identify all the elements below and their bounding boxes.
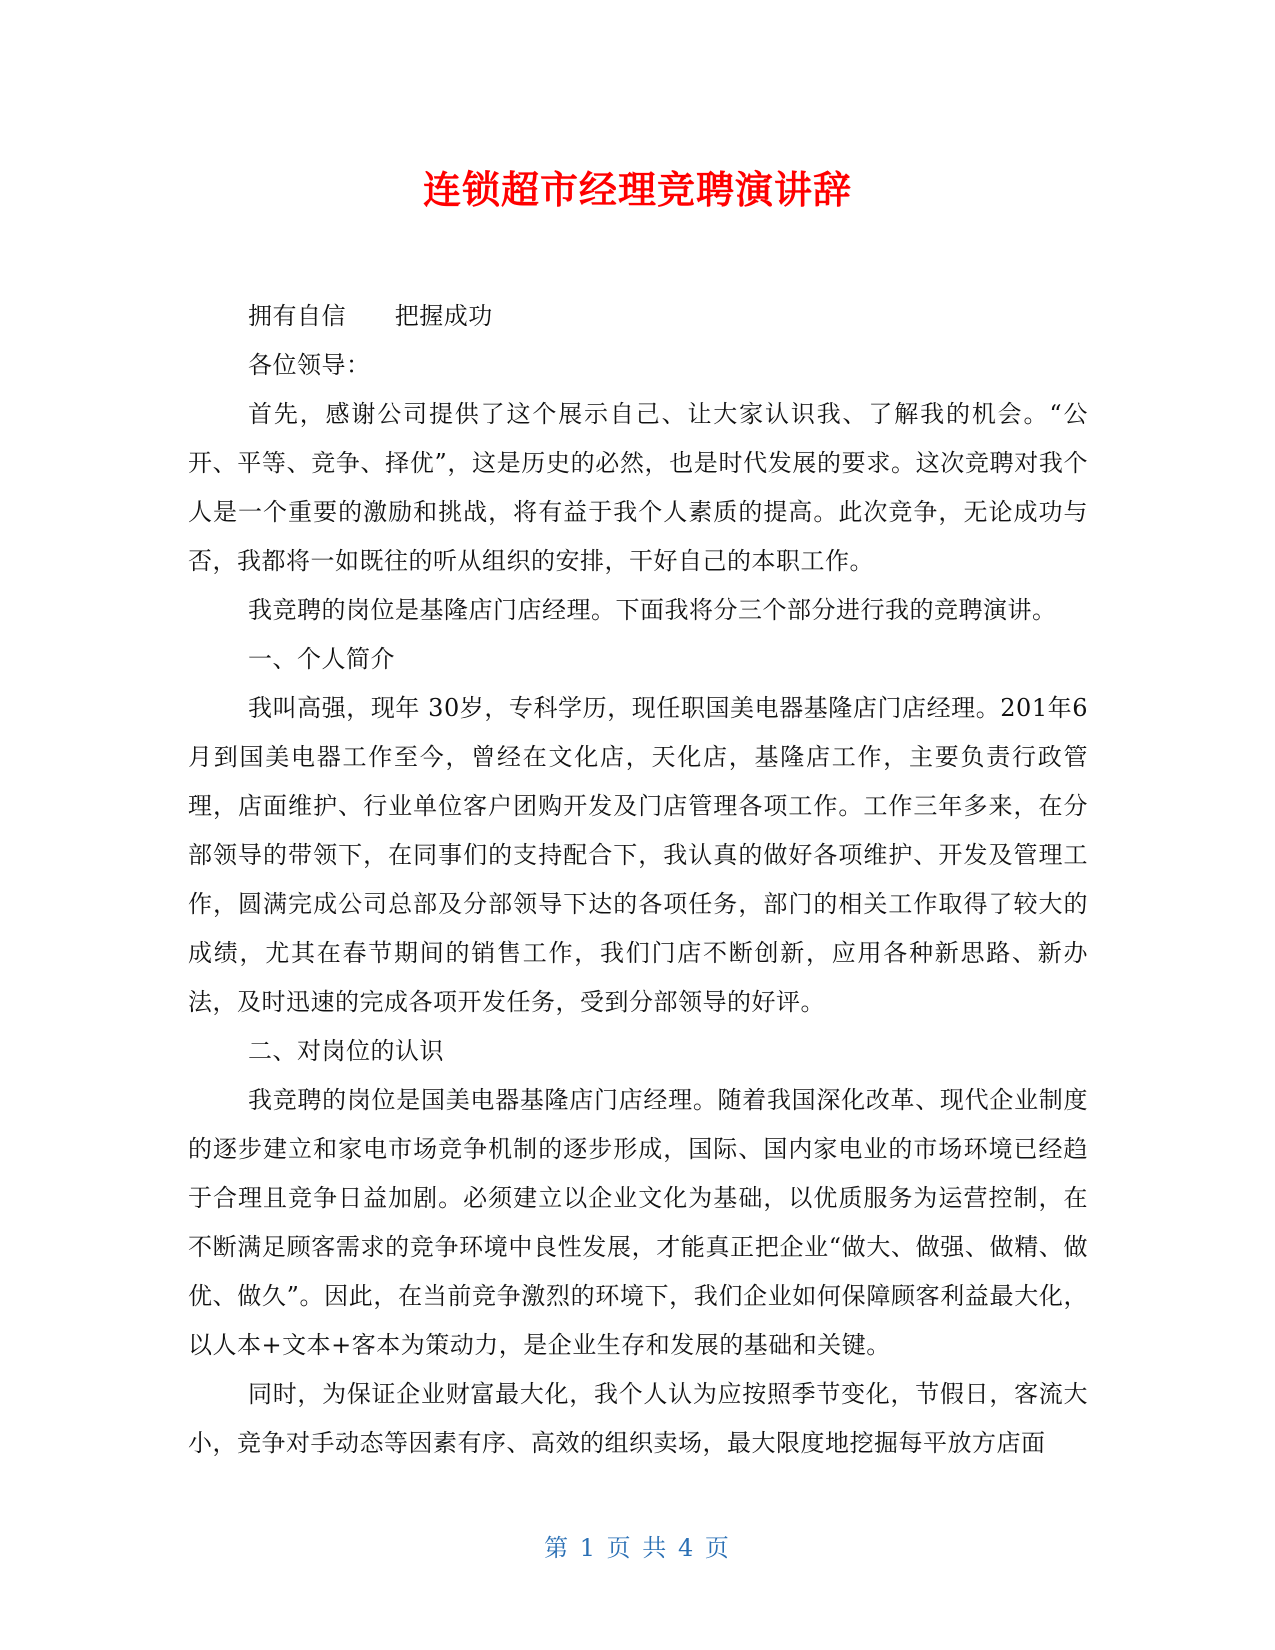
document-title: 连锁超市经理竞聘演讲辞: [422, 168, 852, 212]
section-heading-2: 二、对岗位的认识: [248, 1037, 444, 1065]
paragraph-role-understanding: 我竞聘的岗位是国美电器基隆店门店经理。随着我国深化改革、现代企业制度的逐步建立和家电市场竞争机制的逐步形成，国际、国内家电业的市场环境已经趋于合理且竞争日益加剧。必须建立以企业文化为基础，以优质服务为运营控制，在不断满足顾客需求的竞争环境中良性发展，才能真正把企业“做大、做强、做精、做优、做久”。因此，在当前竞争激烈的环境下，我们企业如何保障顾客利益最大化，以人本+文本+客本为策动力，是企业生存和发展的基础和关键。: [188, 1086, 1088, 1359]
document-body: [188, 292, 1088, 1468]
page-number-footer: 第 1 页 共 4 页: [544, 1534, 731, 1562]
paragraph-position: 我竞聘的岗位是基隆店门店经理。下面我将分三个部分进行我的竞聘演讲。: [248, 596, 1057, 624]
subtitle-part-1: 拥有自信: [248, 302, 346, 330]
section-heading-1: 一、个人简介: [248, 645, 395, 673]
paragraph-wealth-maximization: 同时，为保证企业财富最大化，我个人认为应按照季节变化，节假日，客流大小，竞争对手动态等因素有序、高效的组织卖场，最大限度地挖掘每平放方店面: [188, 1380, 1088, 1457]
subtitle-line: [188, 292, 1088, 341]
paragraph-intro: 首先，感谢公司提供了这个展示自己、让大家认识我、了解我的机会。“公开、平等、竞争、择优”，这是历史的必然，也是时代发展的要求。这次竞聘对我个人是一个重要的激励和挑战，将有益于我个人素质的提高。此次竞争，无论成功与否，我都将一如既往的听从组织的安排，干好自己的本职工作。: [188, 400, 1088, 575]
subtitle-part-2: 把握成功: [394, 302, 493, 330]
paragraph-personal-profile: 我叫高强，现年 30岁，专科学历，现任职国美电器基隆店门店经理。201年6月到国美电器工作至今，曾经在文化店，天化店，基隆店工作，主要负责行政管理，店面维护、行业单位客户团购开发及门店管理各项工作。工作三年多来，在分部领导的带领下，在同事们的支持配合下，我认真的做好各项维护、开发及管理工作，圆满完成公司总部及分部领导下达的各项任务，部门的相关工作取得了较大的成绩，尤其在春节期间的销售工作，我们门店不断创新，应用各种新思路、新办法，及时迅速的完成各项开发任务，受到分部领导的好评。: [188, 694, 1088, 1016]
salutation: 各位领导：: [248, 351, 371, 379]
